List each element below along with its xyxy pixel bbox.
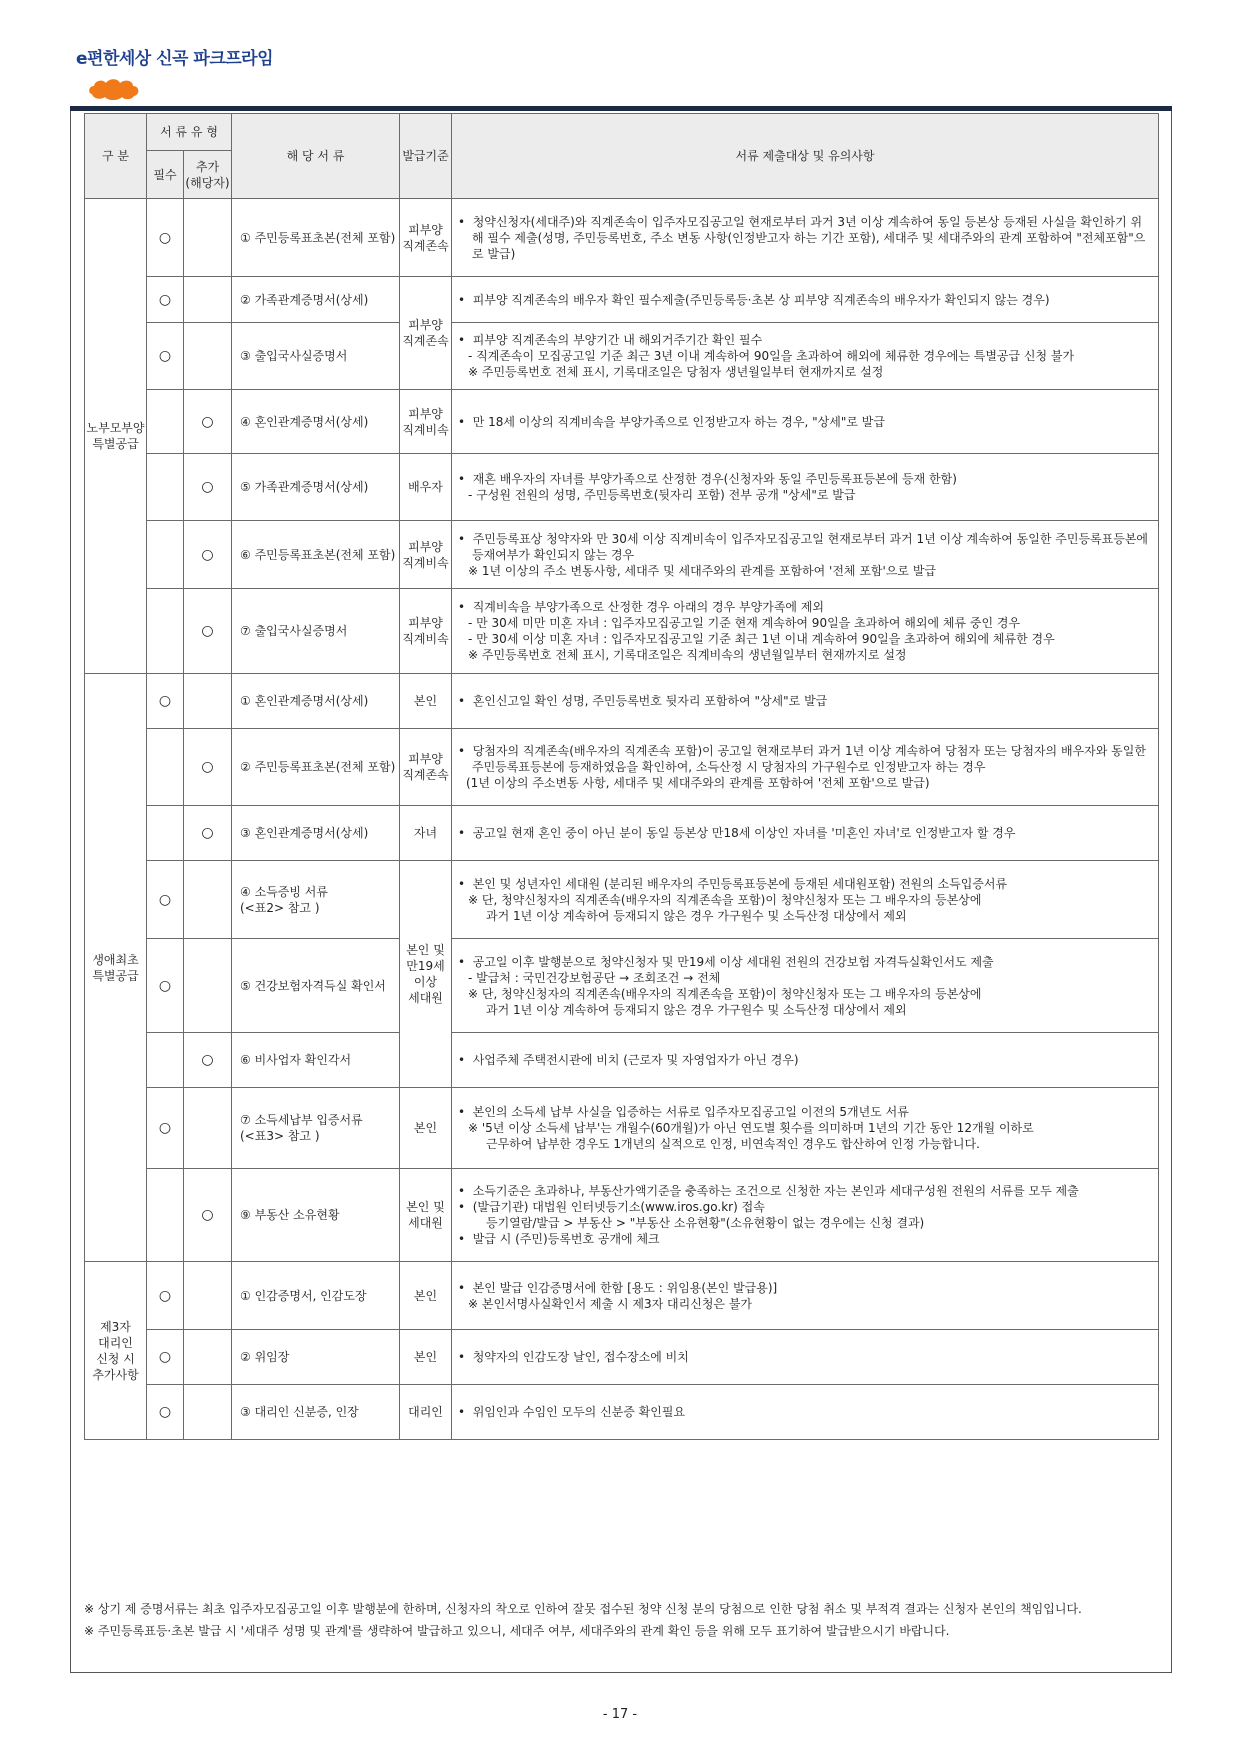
table-row bbox=[85, 1088, 1159, 1169]
additional-mark bbox=[184, 1088, 232, 1169]
additional-mark: ○ bbox=[184, 1169, 232, 1262]
header-notes bbox=[452, 114, 1159, 199]
notes-cell bbox=[452, 861, 1159, 939]
additional-mark bbox=[184, 1385, 232, 1440]
document-name: ⑤ 건강보험자격득실 확인서 bbox=[232, 939, 400, 1033]
table-row bbox=[85, 729, 1159, 806]
issue-basis: 본인 및 만19세 이상 세대원 bbox=[400, 861, 452, 1088]
document-name: ① 주민등록표초본(전체 포함) bbox=[232, 199, 400, 277]
issue-basis: 본인 bbox=[400, 674, 452, 729]
header-issue-basis bbox=[400, 114, 452, 199]
issue-basis: 본인 bbox=[400, 1262, 452, 1330]
issue-basis: 대리인 bbox=[400, 1385, 452, 1440]
note-line: - 직계존속이 모집공고일 기준 최근 3년 이내 계속하여 90일을 초과하여 해외에 체류한 경우에는 특별공급 신청 불가 bbox=[468, 349, 1075, 363]
group-label: 생애최초 특별공급 bbox=[85, 674, 147, 1262]
additional-mark: ○ bbox=[184, 729, 232, 806]
issue-basis: 피부양 직계비속 bbox=[400, 521, 452, 589]
note-line: • 혼인신고일 확인 성명, 주민등록번호 뒷자리 포함하여 "상세"로 발급 bbox=[458, 693, 1152, 709]
table-row bbox=[85, 521, 1159, 589]
issue-basis: 본인 bbox=[400, 1330, 452, 1385]
table-row bbox=[85, 1385, 1159, 1440]
note-line: ※ 주민등록번호 전체 표시, 기록대조일은 직계비속의 생년월일부터 현재까지로 설정 bbox=[468, 648, 907, 662]
note-line: 과거 1년 이상 계속하여 등재되지 않은 경우 가구원수 및 소득산정 대상에서 제외 bbox=[486, 908, 907, 923]
issue-basis: 피부양 직계존속 bbox=[400, 277, 452, 390]
table-row bbox=[85, 1169, 1159, 1262]
document-name: ⑦ 소득세납부 입증서류 (<표3> 참고 ) bbox=[232, 1088, 400, 1169]
table-row bbox=[85, 454, 1159, 521]
header-required-label: 필수 bbox=[153, 167, 177, 182]
notes-cell bbox=[452, 1169, 1159, 1262]
note-line: - 만 30세 이상 미혼 자녀 : 입주자모집공고일 기준 최근 1년 이내 계속하여 90일을 초과하여 해외에 체류한 경우 bbox=[468, 632, 1055, 646]
required-mark bbox=[147, 1169, 184, 1262]
note-line: • 본인의 소득세 납부 사실을 입증하는 서류로 입주자모집공고일 이전의 5개년도 서류 bbox=[458, 1104, 1152, 1120]
issue-basis: 피부양 직계비속 bbox=[400, 390, 452, 454]
note-line: • 주민등록표상 청약자와 만 30세 이상 직계비속이 입주자모집공고일 현재로부터 과거 1년 이상 계속하여 동일한 주민등록표등본에 등재여부가 확인되지 않는 경우 bbox=[458, 531, 1152, 563]
table-row bbox=[85, 674, 1159, 729]
additional-mark bbox=[184, 199, 232, 277]
issue-basis: 자녀 bbox=[400, 806, 452, 861]
notes-cell bbox=[452, 277, 1159, 323]
table-row bbox=[85, 806, 1159, 861]
table-row bbox=[85, 939, 1159, 1033]
required-mark bbox=[147, 454, 184, 521]
document-name: ② 위임장 bbox=[232, 1330, 400, 1385]
header-additional-label: 추가 (해당자) bbox=[185, 159, 230, 190]
note-line: 등기열람/발급 > 부동산 > "부동산 소유현황"(소유현황이 없는 경우에는 신청 결과) bbox=[486, 1216, 925, 1230]
additional-mark bbox=[184, 277, 232, 323]
note-line: • 당첨자의 직계존속(배우자의 직계존속 포함)이 공고일 현재로부터 과거 1년 이상 계속하여 당첨자 또는 당첨자의 배우자와 동일한 주민등록표등본에 등재하였음을 확인하여, 소득산정 시 당첨자의 가구원수로 인정받고자 하는 경우 bbox=[458, 743, 1152, 775]
note-line: • 본인 발급 인감증명서에 한함 [용도 : 위임용(본인 발급용)] bbox=[458, 1280, 1152, 1296]
header-group-label: 구 분 bbox=[102, 149, 129, 163]
note-line: ※ '5년 이상 소득세 납부'는 개월수(60개월)가 아닌 연도별 횟수를 의미하며 1년의 기간 동안 12개월 이하로 bbox=[468, 1121, 1034, 1135]
additional-mark: ○ bbox=[184, 589, 232, 674]
table-row bbox=[85, 1262, 1159, 1330]
note-line: ※ 1년 이상의 주소 변동사항, 세대주 및 세대주와의 관계를 포함하여 '전체 포함'으로 발급 bbox=[468, 563, 937, 578]
note-line: • 만 18세 이상의 직계비속을 부양가족으로 인정받고자 하는 경우, "상세"로 발급 bbox=[458, 414, 1152, 430]
header-document-label: 해 당 서 류 bbox=[286, 149, 345, 163]
table-row bbox=[85, 323, 1159, 390]
required-mark: ○ bbox=[147, 277, 184, 323]
orange-cloud-icon bbox=[86, 76, 142, 102]
required-mark: ○ bbox=[147, 199, 184, 277]
required-mark: ○ bbox=[147, 1088, 184, 1169]
notes-cell bbox=[452, 199, 1159, 277]
note-line: • 사업주체 주택전시관에 비치 (근로자 및 자영업자가 아닌 경우) bbox=[458, 1052, 1152, 1068]
header-doc-type-label: 서 류 유 형 bbox=[160, 125, 218, 139]
table-row bbox=[85, 1330, 1159, 1385]
notes-cell bbox=[452, 323, 1159, 390]
required-mark bbox=[147, 729, 184, 806]
notes-cell bbox=[452, 939, 1159, 1033]
additional-mark bbox=[184, 861, 232, 939]
brand-title: e편한세상 신곡 파크프라임 bbox=[76, 49, 274, 69]
note-line: • 공고일 현재 혼인 중이 아닌 분이 동일 등본상 만18세 이상인 자녀를 '미혼인 자녀'로 인정받고자 할 경우 bbox=[458, 825, 1152, 841]
note-line: ※ 단, 청약신청자의 직계존속(배우자의 직계존속을 포함)이 청약신청자 또는 그 배우자의 등본상에 bbox=[468, 892, 982, 907]
additional-mark: ○ bbox=[184, 806, 232, 861]
required-mark bbox=[147, 521, 184, 589]
note-line: • 위임인과 수임인 모두의 신분증 확인필요 bbox=[458, 1404, 1152, 1420]
required-mark: ○ bbox=[147, 323, 184, 390]
document-name: ③ 혼인관계증명서(상세) bbox=[232, 806, 400, 861]
document-name: ④ 소득증빙 서류 (<표2> 참고 ) bbox=[232, 861, 400, 939]
notes-cell bbox=[452, 521, 1159, 589]
document-name: ④ 혼인관계증명서(상세) bbox=[232, 390, 400, 454]
notes-cell bbox=[452, 674, 1159, 729]
required-mark: ○ bbox=[147, 674, 184, 729]
additional-mark: ○ bbox=[184, 1033, 232, 1088]
issue-basis: 배우자 bbox=[400, 454, 452, 521]
notes-cell bbox=[452, 390, 1159, 454]
header-document bbox=[232, 114, 400, 199]
header-required bbox=[147, 151, 184, 199]
table-row bbox=[85, 199, 1159, 277]
notes-cell bbox=[452, 729, 1159, 806]
note-line: • 본인 및 성년자인 세대원 (분리된 배우자의 주민등록표등본에 등재된 세대원포함) 전원의 소득입증서류 bbox=[458, 876, 1152, 892]
required-mark: ○ bbox=[147, 1330, 184, 1385]
note-line: • 피부양 직계존속의 부양기간 내 해외거주기간 확인 필수 bbox=[458, 332, 1152, 348]
note-line: • 소득기준은 초과하나, 부동산가액기준을 충족하는 조건으로 신청한 자는 본인과 세대구성원 전원의 서류를 모두 제출 bbox=[458, 1183, 1152, 1199]
required-mark bbox=[147, 390, 184, 454]
notes-cell bbox=[452, 1033, 1159, 1088]
note-line: 근무하여 납부한 경우도 1개년의 실적으로 인정, 비연속적인 경우도 합산하여 인정 가능합니다. bbox=[486, 1137, 980, 1151]
note-line: 과거 1년 이상 계속하여 등재되지 않은 경우 가구원수 및 소득산정 대상에서 제외 bbox=[486, 1002, 907, 1017]
required-mark bbox=[147, 806, 184, 861]
note-line: (1년 이상의 주소변동 사항, 세대주 및 세대주와의 관계를 포함하여 '전체 포함'으로 발급) bbox=[466, 776, 930, 790]
required-mark bbox=[147, 589, 184, 674]
table-row bbox=[85, 589, 1159, 674]
table-row bbox=[85, 277, 1159, 323]
header-additional bbox=[184, 151, 232, 199]
table-row bbox=[85, 390, 1159, 454]
document-name: ⑤ 가족관계증명서(상세) bbox=[232, 454, 400, 521]
issue-basis: 본인 및 세대원 bbox=[400, 1169, 452, 1262]
notes-cell bbox=[452, 1385, 1159, 1440]
notes-cell bbox=[452, 454, 1159, 521]
note-line: ※ 본인서명사실확인서 제출 시 제3자 대리신청은 불가 bbox=[468, 1296, 753, 1311]
document-name: ② 주민등록표초본(전체 포함) bbox=[232, 729, 400, 806]
footnote: ※ 주민등록표등·초본 발급 시 '세대주 성명 및 관계'를 생략하여 발급하고 있으니, 세대주 여부, 세대주와의 관계 확인 등을 위해 모두 표기하여 발급받으시기 바랍니다. bbox=[84, 1624, 950, 1638]
issue-basis: 피부양 직계존속 bbox=[400, 729, 452, 806]
note-line: • 청약자의 인감도장 날인, 접수장소에 비치 bbox=[458, 1349, 1152, 1365]
issue-basis: 피부양 직계존속 bbox=[400, 199, 452, 277]
page-number: - 17 - bbox=[602, 1707, 638, 1722]
required-mark: ○ bbox=[147, 1385, 184, 1440]
notes-cell bbox=[452, 1330, 1159, 1385]
note-line: • 재혼 배우자의 자녀를 부양가족으로 산정한 경우(신청자와 동일 주민등록표등본에 등재 한함) bbox=[458, 471, 1152, 487]
note-line: - 발급처 : 국민건강보험공단 → 조회조건 → 전체 bbox=[468, 970, 721, 985]
table-body bbox=[85, 199, 1159, 1440]
notes-cell bbox=[452, 1088, 1159, 1169]
document-name: ① 혼인관계증명서(상세) bbox=[232, 674, 400, 729]
note-line: • 피부양 직계존속의 배우자 확인 필수제출(주민등록등·초본 상 피부양 직계존속의 배우자가 확인되지 않는 경우) bbox=[458, 292, 1152, 308]
required-mark: ○ bbox=[147, 861, 184, 939]
additional-mark bbox=[184, 1330, 232, 1385]
additional-mark: ○ bbox=[184, 390, 232, 454]
required-mark: ○ bbox=[147, 1262, 184, 1330]
required-documents-table bbox=[84, 113, 1159, 1440]
additional-mark: ○ bbox=[184, 521, 232, 589]
note-line: • 직계비속을 부양가족으로 산정한 경우 아래의 경우 부양가족에 제외 bbox=[458, 599, 1152, 615]
document-name: ① 인감증명서, 인감도장 bbox=[232, 1262, 400, 1330]
additional-mark: ○ bbox=[184, 454, 232, 521]
notes-cell bbox=[452, 806, 1159, 861]
document-name: ⑨ 부동산 소유현황 bbox=[232, 1169, 400, 1262]
additional-mark bbox=[184, 674, 232, 729]
note-line: • 발급 시 (주민)등록번호 공개에 체크 bbox=[458, 1231, 1152, 1247]
header-doc-type bbox=[147, 114, 232, 151]
additional-mark bbox=[184, 939, 232, 1033]
required-mark: ○ bbox=[147, 939, 184, 1033]
note-line: - 만 30세 미만 미혼 자녀 : 입주자모집공고일 기준 현재 계속하여 90일을 초과하여 해외에 체류 중인 경우 bbox=[468, 616, 1021, 630]
group-label: 제3자 대리인 신청 시 추가사항 bbox=[85, 1262, 147, 1440]
additional-mark bbox=[184, 1262, 232, 1330]
header-group bbox=[85, 114, 147, 199]
header-issue-basis-label: 발급기준 bbox=[402, 149, 449, 163]
group-label: 노부모부양 특별공급 bbox=[85, 199, 147, 674]
required-mark bbox=[147, 1033, 184, 1088]
footnotes bbox=[84, 1598, 1168, 1642]
document-name: ③ 대리인 신분증, 인장 bbox=[232, 1385, 400, 1440]
note-line: • (발급기관) 대법원 인터넷등기소(www.iros.go.kr) 접속 bbox=[458, 1199, 1152, 1215]
note-line: ※ 주민등록번호 전체 표시, 기록대조일은 당첨자 생년월일부터 현재까지로 설정 bbox=[468, 365, 884, 379]
notes-cell bbox=[452, 589, 1159, 674]
document-name: ⑦ 출입국사실증명서 bbox=[232, 589, 400, 674]
note-line: - 구성원 전원의 성명, 주민등록번호(뒷자리 포함) 전부 공개 "상세"로 발급 bbox=[468, 488, 856, 502]
notes-cell bbox=[452, 1262, 1159, 1330]
document-name: ⑥ 비사업자 확인각서 bbox=[232, 1033, 400, 1088]
note-line: • 청약신청자(세대주)와 직계존속이 입주자모집공고일 현재로부터 과거 3년 이상 계속하여 동일 등본상 등재된 사실을 확인하기 위해 필수 제출(성명, 주민등록번호, 주소 변동 사항(인정받고자 하는 기간 포함), 세대주 및 세대주와의 관계 포함하여 "전체포함"으로 발급) bbox=[458, 214, 1152, 262]
footnote: ※ 상기 제 증명서류는 최초 입주자모집공고일 이후 발행분에 한하며, 신청자의 착오로 인하여 잘못 접수된 청약 신청 분의 당첨으로 인한 당첨 취소 및 부적격 결과는 신청자 본인의 책임입니다. bbox=[84, 1602, 1082, 1616]
note-line: • 공고일 이후 발행분으로 청약신청자 및 만19세 이상 세대원 전원의 건강보험 자격득실확인서도 제출 bbox=[458, 954, 1152, 970]
issue-basis: 본인 bbox=[400, 1088, 452, 1169]
note-line: ※ 단, 청약신청자의 직계존속(배우자의 직계존속을 포함)이 청약신청자 또는 그 배우자의 등본상에 bbox=[468, 986, 982, 1001]
header-notes-label: 서류 제출대상 및 유의사항 bbox=[735, 149, 875, 163]
additional-mark bbox=[184, 323, 232, 390]
document-name: ⑥ 주민등록표초본(전체 포함) bbox=[232, 521, 400, 589]
issue-basis: 피부양 직계비속 bbox=[400, 589, 452, 674]
document-name: ② 가족관계증명서(상세) bbox=[232, 277, 400, 323]
table-row bbox=[85, 861, 1159, 939]
table-row bbox=[85, 1033, 1159, 1088]
document-name: ③ 출입국사실증명서 bbox=[232, 323, 400, 390]
